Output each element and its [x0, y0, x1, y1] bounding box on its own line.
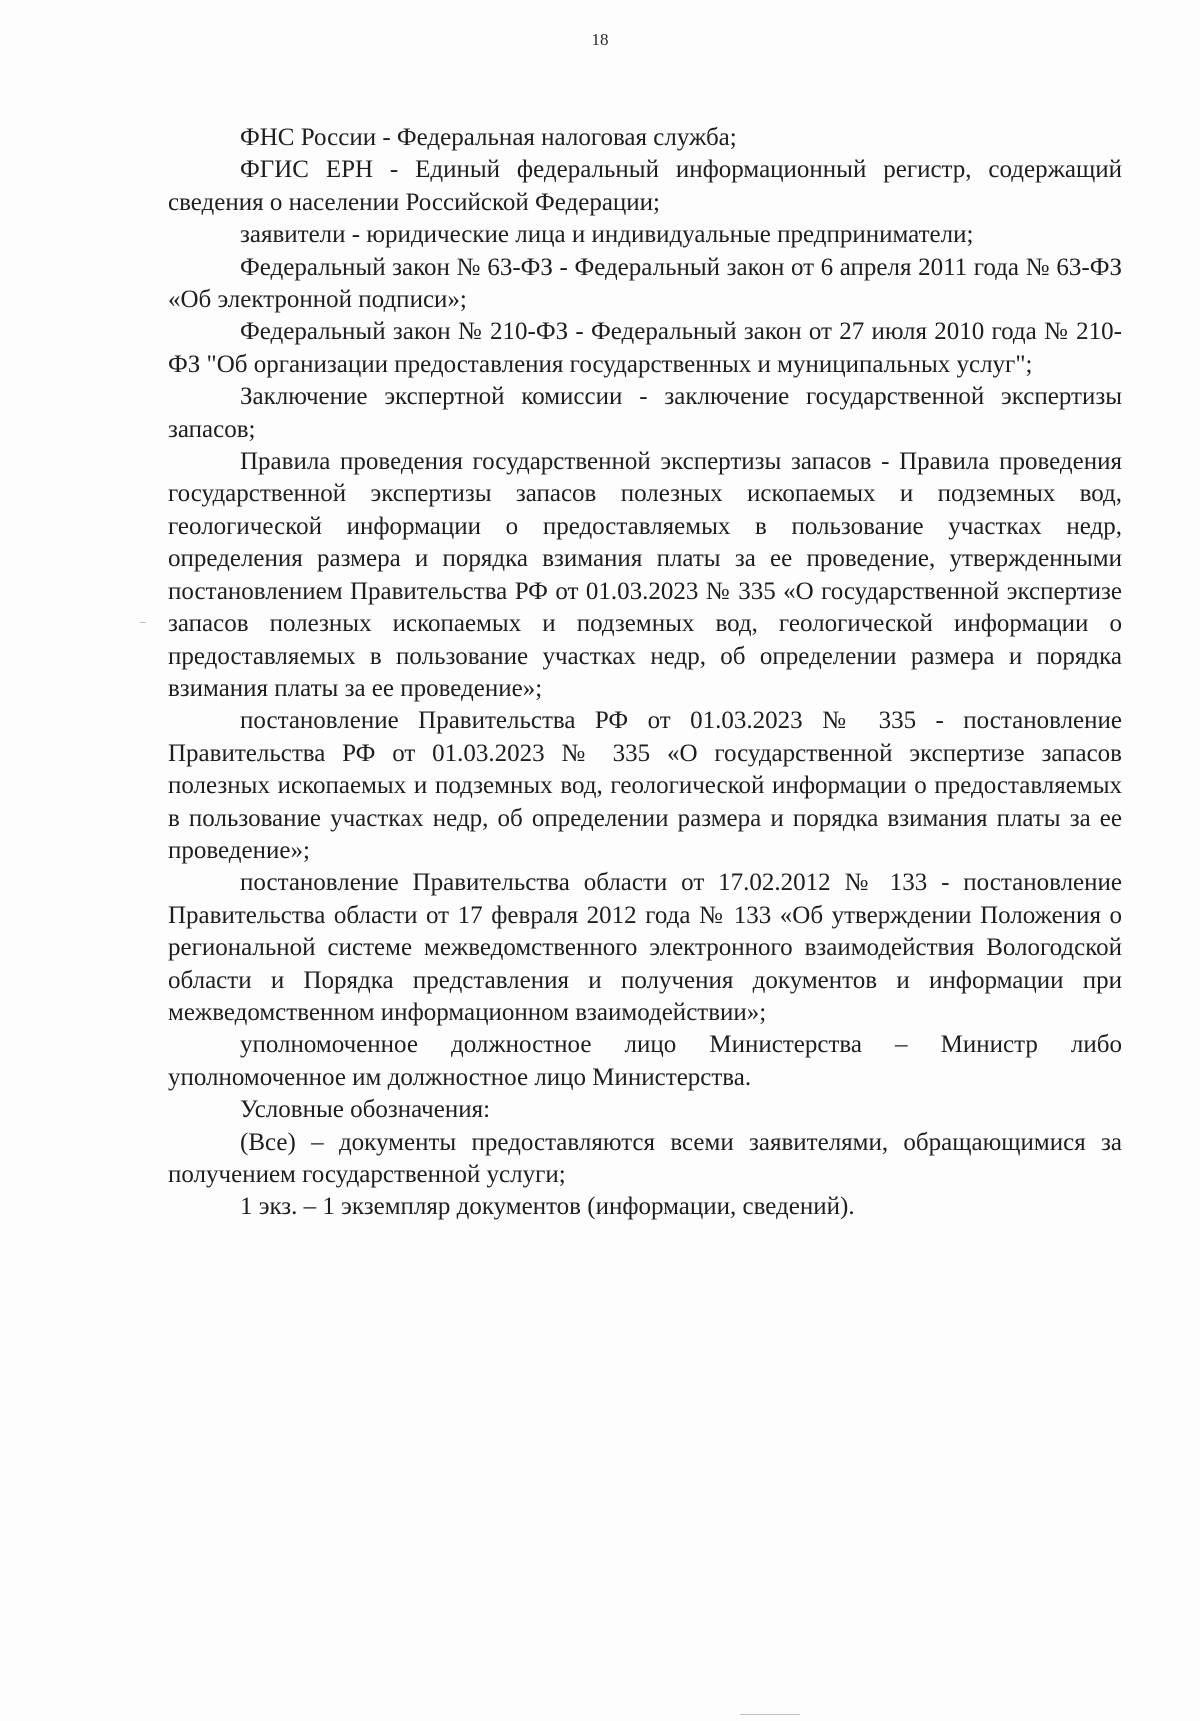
paragraph-law-210: Федеральный закон № 210-ФЗ - Федеральный закон от 27 июля 2010 года № 210-ФЗ "Об организации предоставления государственных и муниципальных услуг";	[168, 318, 1122, 378]
scan-artifact-left	[140, 622, 146, 623]
scan-artifact-bottom	[740, 1714, 800, 1715]
paragraph-legend-copy: 1 экз. – 1 экземпляр документов (информации, сведений).	[240, 1193, 855, 1221]
paragraph-fns: ФНС России - Федеральная налоговая служба;	[240, 124, 737, 151]
paragraph-applicants: заявители - юридические лица и индивидуальные предприниматели;	[240, 221, 974, 249]
paragraph-legend-heading: Условные обозначения:	[240, 1096, 491, 1124]
paragraph-authorized-official: уполномоченное должностное лицо Министерства – Министр либо уполномоченное им должностное лицо Министерства.	[168, 1031, 1122, 1091]
page-number: 18	[591, 30, 609, 49]
paragraph-legend-all: (Все) – документы предоставляются всеми заявителями, обращающимися за получением государственной услуги;	[168, 1128, 1122, 1188]
paragraph-law-63: Федеральный закон № 63-ФЗ - Федеральный закон от 6 апреля 2011 года № 63-ФЗ «Об электронной подписи»;	[168, 253, 1122, 314]
paragraph-resolution-335: постановление Правительства РФ от 01.03.2023 № 335 - постановление Правительства РФ от 01.03.2023 № 335 «О государственной экспертизе запасов полезных ископаемых и подземных вод, геологической информации о предоставляемых в пользование участках недр, об определении размера и порядка взимания платы за ее проведение»;	[168, 707, 1122, 864]
paragraph-fgis-ern: ФГИС ЕРН - Единый федеральный информационный регистр, содержащий сведения о населении Российской Федерации;	[168, 156, 1122, 216]
paragraph-resolution-133: постановление Правительства области от 17.02.2012 № 133 - постановление Правительства области от 17 февраля 2012 года № 133 «Об утверждении Положения о региональной системе межведомственного электронного взаимодействия Вологодской области и Порядка представления и получения документов и информации при межведомственном информационном взаимодействии»;	[168, 869, 1122, 1026]
paragraph-expert-commission: Заключение экспертной комиссии - заключение государственной экспертизы запасов;	[168, 383, 1122, 443]
document-body	[168, 122, 1122, 1224]
paragraph-expertise-rules: Правила проведения государственной экспертизы запасов - Правила проведения государственной экспертизы запасов полезных ископаемых и подземных вод, геологической информации о предоставляемых в пользование участках недр, определения размера и порядка взимания платы за ее проведение, утвержденными постановлением Правительства РФ от 01.03.2023 № 335 «О государственной экспертизе запасов полезных ископаемых и подземных вод, геологической информации о предоставляемых в пользование участках недр, об определении размера и порядка взимания платы за ее проведение»;	[168, 448, 1122, 702]
